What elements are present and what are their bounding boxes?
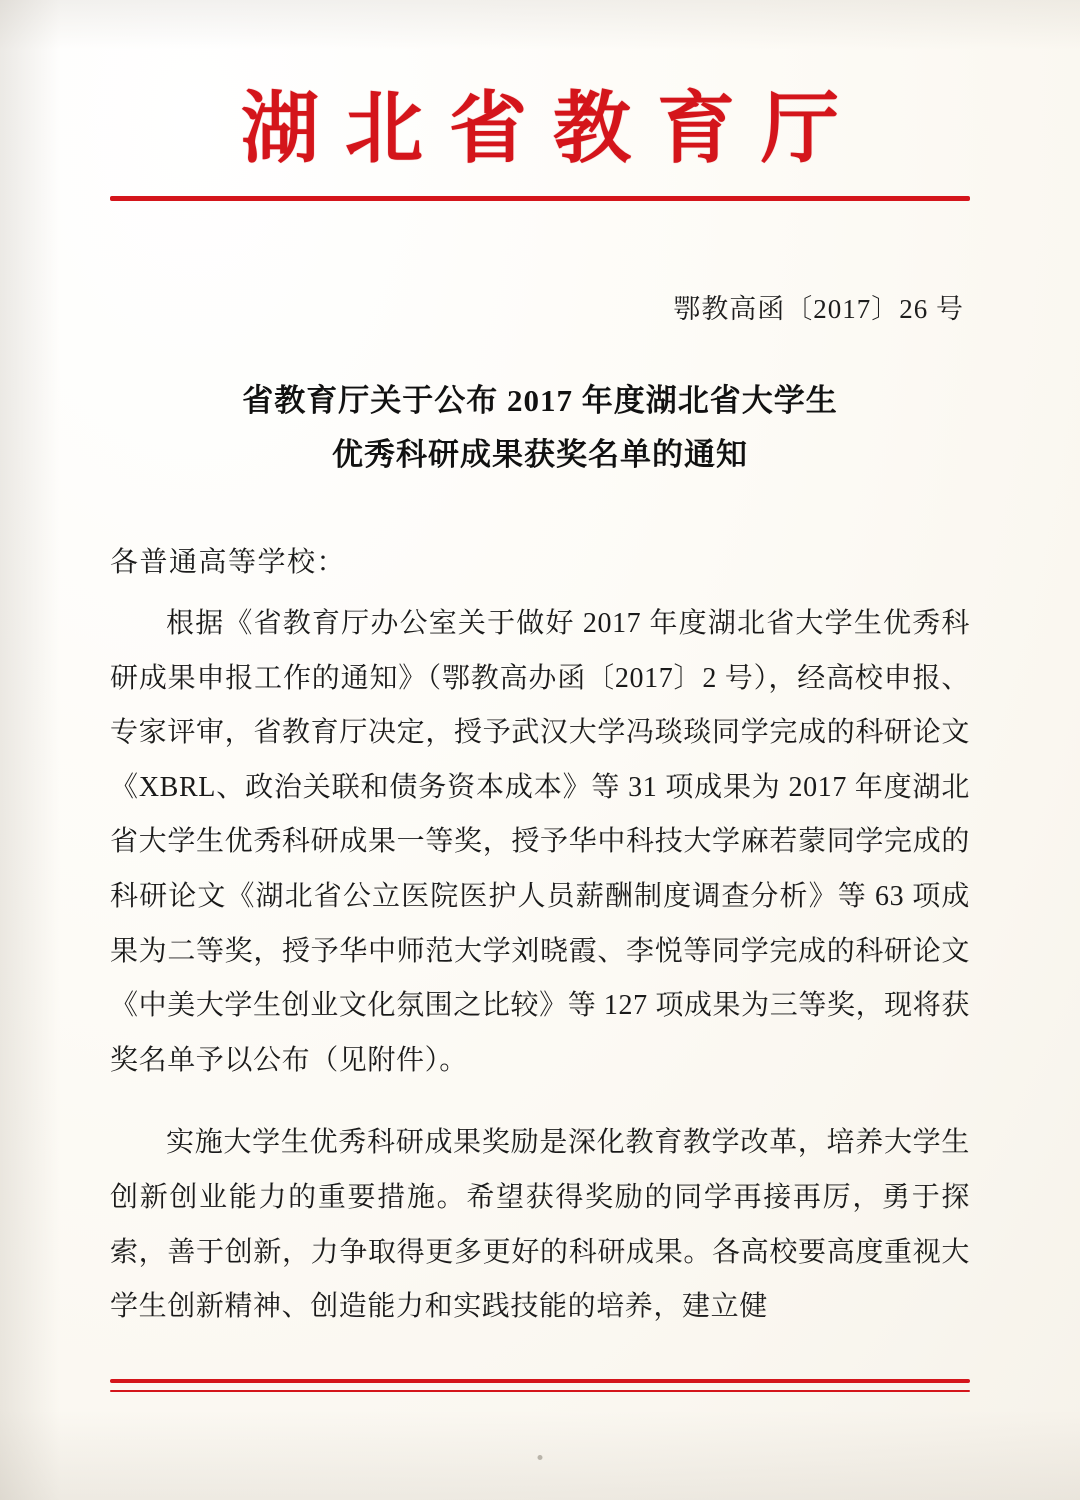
footer-rule-thin — [110, 1390, 970, 1392]
document-title-line-2: 优秀科研成果获奖名单的通知 — [332, 437, 748, 473]
issuing-organization-title: 湖北省教育厅 — [240, 83, 865, 174]
body-paragraph-1: 根据《省教育厅办公室关于做好 2017 年度湖北省大学生优秀科研成果申报工作的通知》（鄂教高办函〔2017〕2 号），经高校申报、专家评审，省教育厅决定，授予武汉大学冯琰琰同学完成的科研论文《XBRL、政治关联和债务资本成本》等 31 项成果为 2017 年度湖北省大学生优秀科研成果一等奖，授予华中科技大学麻若蒙同学完成的科研论文《湖北省公立医院医护人员薪酬制度调查分析》等 63 项成果为二等奖，授予华中师范大学刘晓霞、李悦等同学完成的科研论文《中美大学生创业文化氛围之比较》等 127 项成果为三等奖，现将获奖名单予以公布（见附件）。 — [110, 607, 970, 1076]
document-title — [110, 374, 970, 483]
masthead — [110, 0, 970, 201]
salutation: 各普通高等学校： — [110, 547, 347, 579]
document-number-row — [110, 287, 970, 326]
footer-rule-thick — [110, 1379, 970, 1383]
page-marker-dot — [538, 1455, 543, 1460]
body-paragraph-2: 实施大学生优秀科研成果奖励是深化教育教学改革，培养大学生创新创业能力的重要措施。希望获得奖励的同学再接再厉，勇于探索，善于创新，力争取得更多更好的科研成果。各高校要高度重视大学生创新精神、创造能力和实践技能的培养，建立健 — [110, 1127, 970, 1323]
document-title-line-1: 省教育厅关于公布 2017 年度湖北省大学生 — [242, 382, 838, 418]
document-number: 鄂教高函〔2017〕26 号 — [673, 293, 964, 324]
masthead-divider-line — [110, 196, 970, 201]
footer-divider — [110, 1379, 970, 1392]
